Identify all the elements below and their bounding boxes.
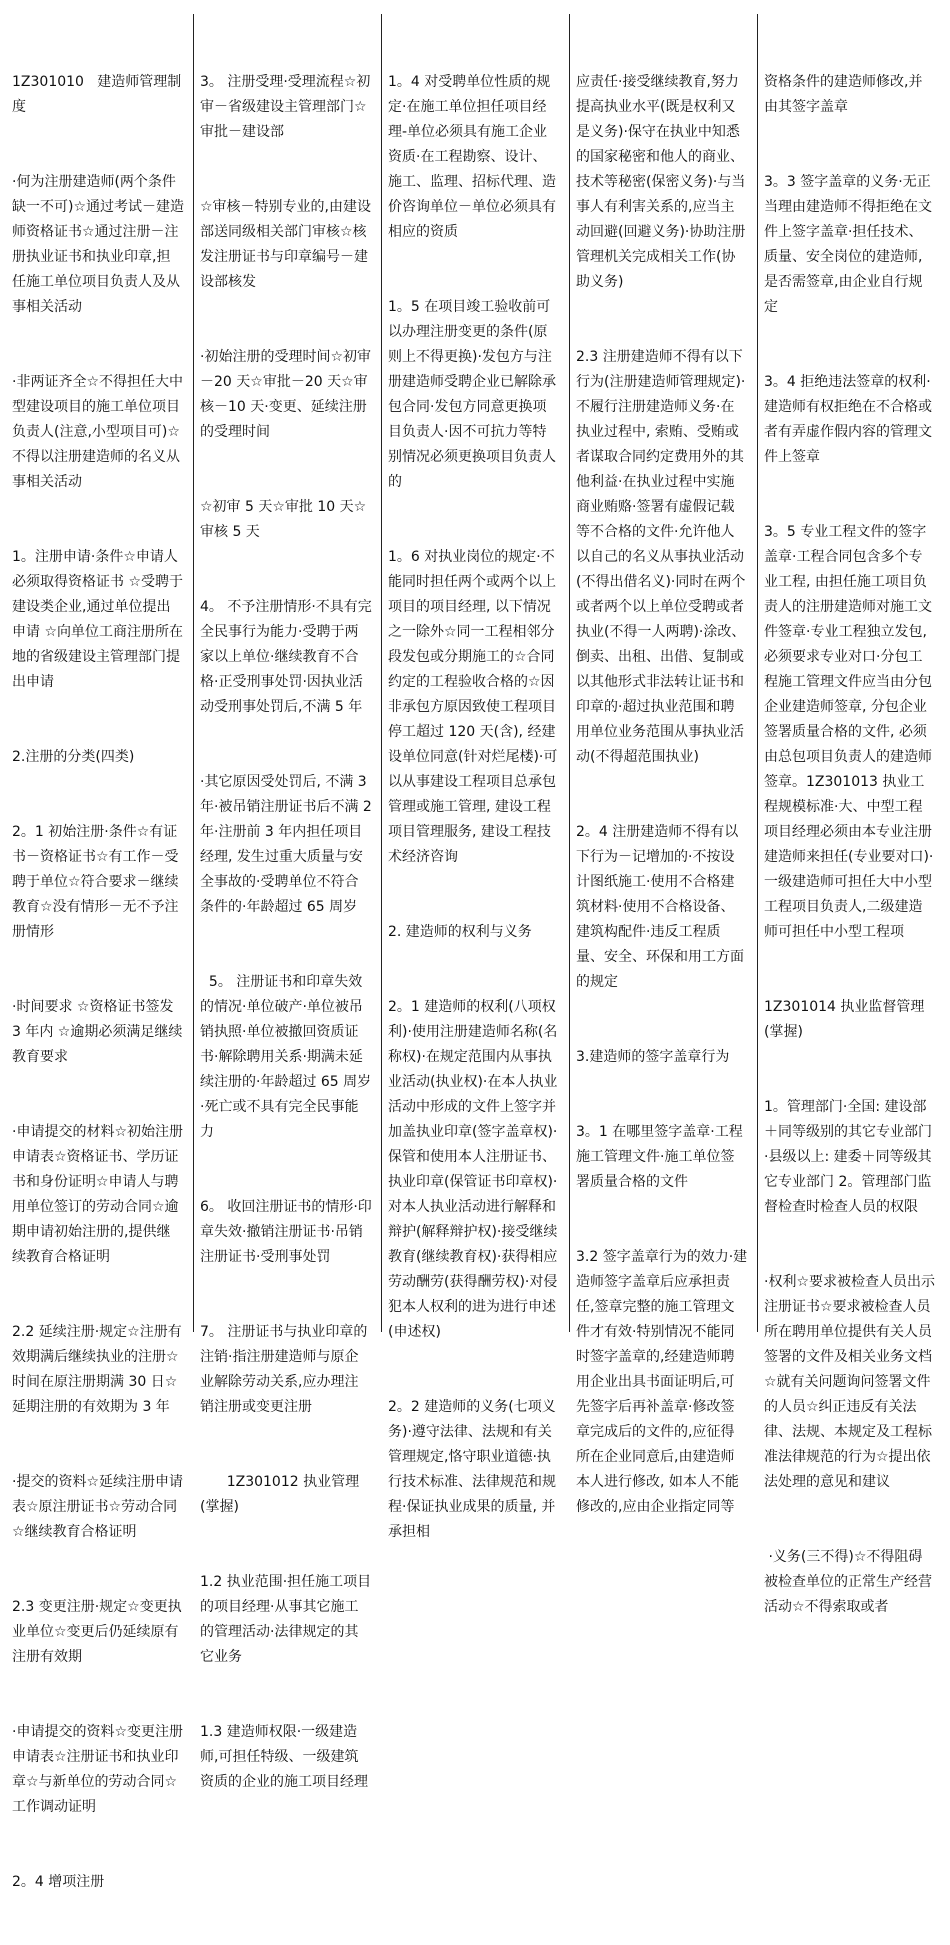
text-column-2: [200, 20, 377, 1790]
paragraph: 1.2 执业范围·担任施工项目的项目经理·从事其它施工的管理活动·法律规定的其它业务: [200, 1574, 372, 1665]
paragraph: ☆初审 5 天☆审批 10 天☆审核 5 天: [200, 499, 367, 540]
text-column-5: [764, 20, 936, 1615]
paragraph: ·初始注册的受理时间☆初审－20 天☆审批－20 天☆审核－10 天·变更、延续注册的受理时间: [200, 349, 372, 440]
paragraph: ·其它原因受处罚后, 不满 3 年·被吊销注册证书后不满 2 年·注册前 3 年内担任项目经理, 发生过重大质量与安全事故的·受聘单位不符合条件的·年龄超过 65 周岁: [200, 774, 377, 915]
column-divider: [193, 14, 194, 1332]
text-column-1: [12, 20, 185, 1890]
paragraph: 1。管理部门·全国: 建设部＋同等级别的其它专业部门·县级以上: 建委＋同等级其它专业部门 2。管理部门监督检查时检查人员的权限: [764, 1099, 932, 1215]
paragraph: 2.注册的分类(四类): [12, 749, 135, 765]
paragraph: ☆审核－特别专业的,由建设部送同级相关部门审核☆核发注册证书与印章编号－建设部核发: [200, 199, 372, 290]
paragraph: 2.3 注册建造师不得有以下行为(注册建造师管理规定)·不履行注册建造师义务·在执业过程中, 索贿、受贿或者谋取合同约定费用外的其他利益·在执业过程中实施商业贿赂·签署有虚假记载等不合格的文件·允许他人以自己的名义从事执业活动(不得出借名义)·同时在两个或者两个以上单位受聘或者执业(不得一人两聘)·涂改、倒卖、出租、出借、复制或以其他形式非法转让证书和印章的·超过执业范围和聘用单位业务范围从事执业活动(不得超范围执业): [576, 349, 746, 765]
paragraph: 2.3 变更注册·规定☆变更执业单位☆变更后仍延续原有注册有效期: [12, 1599, 182, 1665]
paragraph: 5。 注册证书和印章失效的情况·单位破产·单位被吊销执照·单位被撤回资质证书·解除聘用关系·期满未延续注册的·年龄超过 65 周岁·死亡或不具有完全民事能力: [200, 974, 372, 1140]
paragraph: 2。1 建造师的权利(八项权利)·使用注册建造师名称(名称权)·在规定范围内从事执业活动(执业权)·在本人执业活动中形成的文件上签字并加盖执业印章(签字盖章权)·保管和使用本人注册证书、执业印章(保管证书印章权)·对本人执业活动进行解释和辩护(解释辩护权)·接受继续教育(继续教育权)·获得相应劳动酬劳(获得酬劳权)·对侵犯本人权利的进为进行申述(申述权): [388, 999, 558, 1340]
paragraph: ·何为注册建造师(两个条件缺一不可)☆通过考试－建造师资格证书☆通过注册－注册执业证书和执业印章,担任施工单位项目负责人及从事相关活动: [12, 174, 185, 315]
paragraph: 6。 收回注册证书的情形·印章失效·撤销注册证书·吊销注册证书·受刑事处罚: [200, 1199, 372, 1265]
paragraph: 2。4 增项注册: [12, 1874, 105, 1890]
paragraph: 3.建造师的签字盖章行为: [576, 1049, 730, 1065]
paragraph: 3。4 拒绝违法签章的权利·建造师有权拒绝在不合格或者有弄虚作假内容的管理文件上签章: [764, 374, 932, 465]
paragraph: 2。1 初始注册·条件☆有证书－资格证书☆有工作－受聘于单位☆符合要求－继续教育☆没有情形－无不予注册情形: [12, 824, 179, 940]
paragraph: 3.2 签字盖章行为的效力·建造师签字盖章后应承担责任,签章完整的施工管理文件才有效·特别情况不能同时签字盖章的,经建造师聘用企业出具书面证明后,可先签字后再补盖章·修改签章完成后的文件的,应征得所在企业同意后,由建造师本人进行修改, 如本人不能修改的,应由企业指定同等: [576, 1249, 748, 1515]
paragraph: ·非两证齐全☆不得担任大中型建设项目的施工单位项目负责人(注意,小型项目可)☆不得以注册建造师的名义从事相关活动: [12, 374, 184, 490]
paragraph: ·时间要求 ☆资格证书签发 3 年内 ☆逾期必须满足继续教育要求: [12, 999, 183, 1065]
paragraph: 3。1 在哪里签字盖章·工程施工管理文件·施工单位签署质量合格的文件: [576, 1124, 743, 1190]
section-heading: 1Z301014 执业监督管理(掌握): [764, 999, 925, 1040]
paragraph: 3。5 专业工程文件的签字盖章·工程合同包含多个专业工程, 由担任施工项目负责人的注册建造师对施工文件签章·专业工程独立发包, 必须要求专业对口·分包工程施工管理文件应当由分包企业建造师签章, 分包企业签署质量合格的文件, 必须由总包项目负责人的建造师签章。1Z301013 执业工程规模标准·大、中型工程项目经理必须由本专业注册建造师来担任(专业要对口)·一级建造师可担任大中小型工程项目负责人,二级建造师可担任中小型工程项: [764, 524, 934, 940]
paragraph: 3。3 签字盖章的义务·无正当理由建造师不得拒绝在文件上签字盖章·担任技术、质量、安全岗位的建造师, 是否需签章,由企业自行规定: [764, 174, 932, 315]
paragraph: 2.2 延续注册·规定☆注册有效期满后继续执业的注册☆时间在原注册期满 30 日☆延期注册的有效期为 3 年: [12, 1324, 182, 1415]
paragraph: 2。4 注册建造师不得有以下行为－记增加的·不按设计图纸施工·使用不合格建筑材料·使用不合格设备、建筑构配件·违反工程质量、安全、环保和用工方面的规定: [576, 824, 744, 990]
paragraph: 1Z301010 建造师管理制度: [12, 74, 182, 115]
paragraph: 1。6 对执业岗位的规定·不能同时担任两个或两个以上项目的项目经理, 以下情况之一除外☆同一工程相邻分段发包或分期施工的☆合同约定的工程验收合格的☆因非承包方原因致使工程项目停工超过 120 天(含), 经建设单位同意(针对烂尾楼)·可以从事建设工程项目总承包管理或施工管理, 建设工程项目管理服务, 建设工程技术经济咨询: [388, 549, 558, 865]
paragraph: 资格条件的建造师修改,并由其签字盖章: [764, 74, 923, 115]
paragraph: ·义务(三不得)☆不得阻碍被检查单位的正常生产经营活动☆不得索取或者: [764, 1549, 932, 1615]
paragraph: 1。5 在项目竣工验收前可以办理注册变更的条件(原则上不得更换)·发包方与注册建造师受聘企业已解除承包合同·发包方同意更换项目负责人·因不可抗力等特别情况必须更换项目负责人的: [388, 299, 556, 490]
paragraph: 1.3 建造师权限·一级建造师,可担任特级、一级建筑资质的企业的施工项目经理: [200, 1724, 368, 1790]
paragraph: 7。 注册证书与执业印章的注销·指注册建造师与原企业解除劳动关系,应办理注销注册或变更注册: [200, 1324, 368, 1415]
paragraph: 1。4 对受聘单位性质的规定·在施工单位担任项目经理-单位必须具有施工企业资质·在工程勘察、设计、施工、监理、招标代理、造价咨询单位－单位必须具有相应的资质: [388, 74, 556, 240]
paragraph: 4。 不予注册情形·不具有完全民事行为能力·受聘于两家以上单位·继续教育不合格·正受刑事处罚·因执业活动受刑事处罚后,不满 5 年: [200, 599, 372, 715]
text-column-3: [388, 20, 560, 1540]
paragraph: ·权利☆要求被检查人员出示注册证书☆要求被检查人员所在聘用单位提供有关人员签署的文件及相关业务文档☆就有关问题询问签署文件的人员☆纠正违反有关法律、法规、本规定及工程标准法律规范的行为☆提出依法处理的意见和建议: [764, 1274, 936, 1490]
paragraph: 1。注册申请·条件☆申请人必须取得资格证书 ☆受聘于建设类企业,通过单位提出申请 ☆向单位工商注册所在地的省级建设主管理部门提出申请: [12, 549, 184, 690]
column-divider: [381, 14, 382, 1332]
text-column-4: [576, 20, 748, 1515]
column-divider: [569, 14, 570, 1332]
paragraph: 2. 建造师的权利与义务: [388, 924, 532, 940]
paragraph: ·申请提交的资料☆变更注册申请表☆注册证书和执业印章☆与新单位的劳动合同☆工作调动证明: [12, 1724, 184, 1815]
column-divider: [757, 14, 758, 1332]
section-heading: 1Z301012 执业管理(掌握): [200, 1474, 360, 1515]
paragraph: 2。2 建造师的义务(七项义务)·遵守法律、法规和有关管理规定,恪守职业道德·执行技术标准、法律规范和规程·保证执业成果的质量, 并承担相: [388, 1399, 556, 1540]
paragraph: 3。 注册受理·受理流程☆初审－省级建设主管理部门☆审批－建设部: [200, 74, 371, 140]
paragraph: ·申请提交的材料☆初始注册申请表☆资格证书、学历证书和身份证明☆申请人与聘用单位签订的劳动合同☆逾期申请初始注册的,提供继续教育合格证明: [12, 1124, 184, 1265]
paragraph: ·提交的资料☆延续注册申请表☆原注册证书☆劳动合同☆继续教育合格证明: [12, 1474, 184, 1540]
paragraph: 应责任·接受继续教育,努力提高执业水平(既是权利又是义务)·保守在执业中知悉的国家秘密和他人的商业、技术等秘密(保密义务)·与当事人有利害关系的,应当主动回避(回避义务)·协助注册管理机关完成相关工作(协助义务): [576, 74, 746, 290]
